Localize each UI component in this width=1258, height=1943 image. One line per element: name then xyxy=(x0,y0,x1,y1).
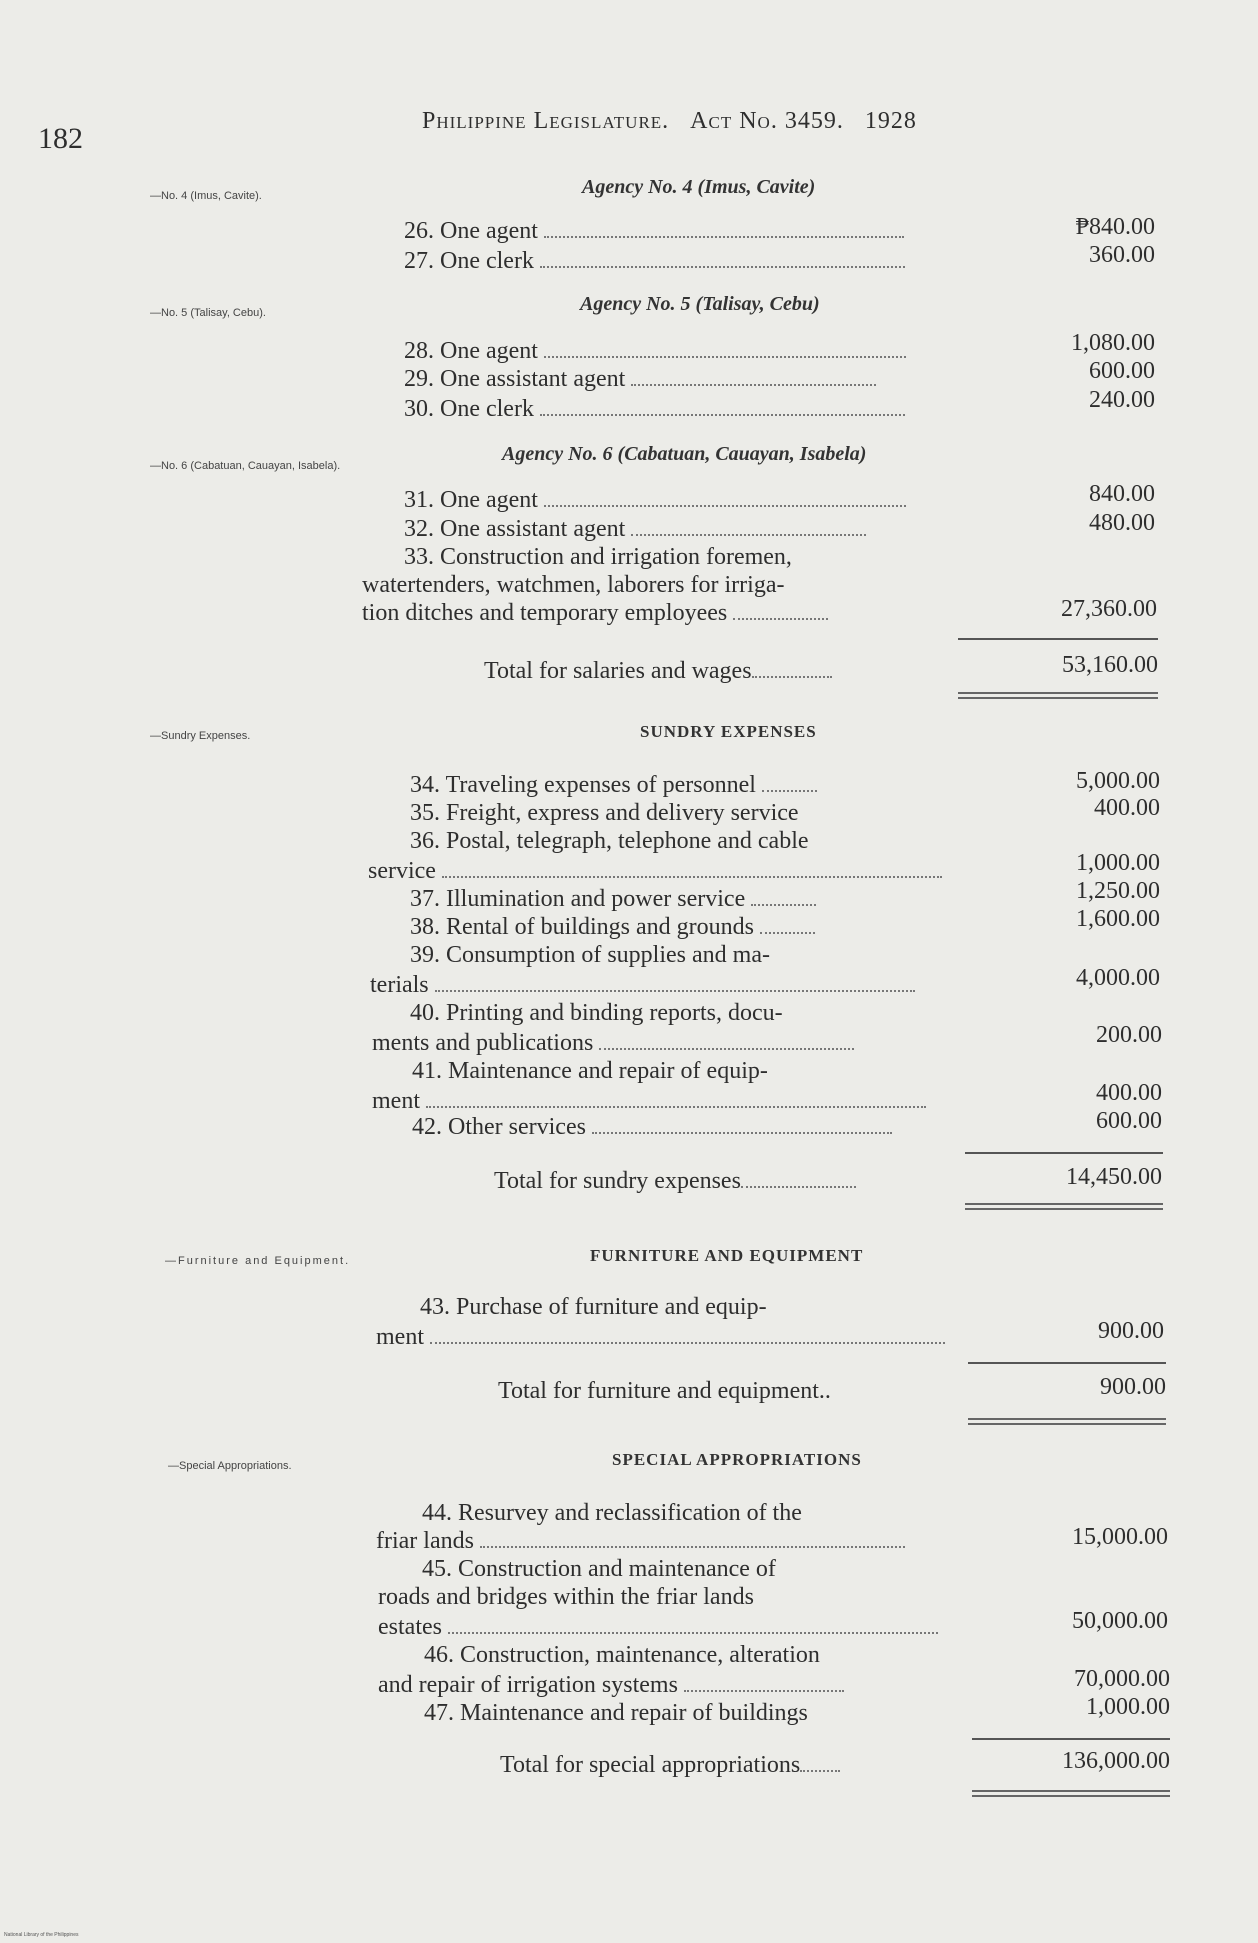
item-33-line1: 33. Construction and irrigation foremen, xyxy=(404,544,792,570)
item-35: 35. Freight, express and delivery service xyxy=(410,800,799,826)
item-41-line1: 41. Maintenance and repair of equip- xyxy=(412,1058,768,1084)
amount-35: 400.00 xyxy=(1094,795,1160,821)
margin-note-agency-4: —No. 4 (Imus, Cavite). xyxy=(150,190,262,202)
total-double-rule xyxy=(958,692,1158,699)
amount-39: 4,000.00 xyxy=(1076,965,1160,991)
amount-34: 5,000.00 xyxy=(1076,768,1160,794)
item-39-line1: 39. Consumption of supplies and ma- xyxy=(410,942,770,968)
footer-watermark: National Library of the Philippines xyxy=(4,1932,79,1938)
amount-27: 360.00 xyxy=(1089,242,1155,268)
item-41-line2: ment xyxy=(372,1088,926,1115)
agency-4-heading: Agency No. 4 (Imus, Cavite) xyxy=(582,176,816,198)
amount-26: ₱840.00 xyxy=(1075,214,1155,240)
item-45-line3: estates xyxy=(378,1614,938,1641)
margin-note-special: —Special Appropriations. xyxy=(168,1460,292,1472)
item-42: 42. Other services xyxy=(412,1114,892,1141)
item-30: 30. One clerk xyxy=(404,396,905,423)
furniture-subtotal-rule xyxy=(968,1362,1166,1364)
furniture-heading: FURNITURE AND EQUIPMENT xyxy=(590,1246,864,1265)
margin-note-furniture: —Furniture and Equipment. xyxy=(165,1255,351,1267)
amount-42: 600.00 xyxy=(1096,1108,1162,1134)
amount-31: 840.00 xyxy=(1089,481,1155,507)
item-43-line2: ment xyxy=(376,1324,945,1351)
sundry-total-amount: 14,450.00 xyxy=(1066,1164,1162,1190)
special-double-rule xyxy=(972,1790,1170,1797)
item-33-line3: tion ditches and temporary employees xyxy=(362,600,828,627)
item-34: 34. Traveling expenses of personnel xyxy=(410,772,817,799)
header-legislature: Philippine Legislature. xyxy=(422,108,670,134)
item-31: 31. One agent xyxy=(404,487,906,514)
amount-41: 400.00 xyxy=(1096,1080,1162,1106)
amount-43: 900.00 xyxy=(1098,1318,1164,1344)
special-heading: SPECIAL APPROPRIATIONS xyxy=(612,1450,862,1469)
amount-44: 15,000.00 xyxy=(1072,1524,1168,1550)
furniture-total-amount: 900.00 xyxy=(1100,1374,1166,1400)
item-36-line1: 36. Postal, telegraph, telephone and cable xyxy=(410,828,809,854)
special-subtotal-rule xyxy=(972,1738,1170,1740)
item-45-line1: 45. Construction and maintenance of xyxy=(422,1556,776,1582)
item-46-line1: 46. Construction, maintenance, alteration xyxy=(424,1642,820,1668)
page-number: 182 xyxy=(38,122,83,155)
item-47: 47. Maintenance and repair of buildings xyxy=(424,1700,808,1726)
item-27: 27. One clerk xyxy=(404,248,905,275)
item-38: 38. Rental of buildings and grounds xyxy=(410,914,815,941)
amount-37: 1,250.00 xyxy=(1076,878,1160,904)
amount-32: 480.00 xyxy=(1089,510,1155,536)
item-33-line2: watertenders, watchmen, laborers for irriga- xyxy=(362,572,785,598)
item-44-line2: friar lands xyxy=(376,1528,905,1555)
amount-28: 1,080.00 xyxy=(1071,330,1155,356)
item-36-line2: service xyxy=(368,858,942,885)
item-43-line1: 43. Purchase of furniture and equip- xyxy=(420,1294,767,1320)
item-26: 26. One agent xyxy=(404,218,904,245)
item-37: 37. Illumination and power service xyxy=(410,886,816,913)
sundry-subtotal-rule xyxy=(965,1152,1163,1154)
item-44-line1: 44. Resurvey and reclassification of the xyxy=(422,1500,802,1526)
sundry-heading: SUNDRY EXPENSES xyxy=(640,722,817,741)
item-46-line2: and repair of irrigation systems xyxy=(378,1672,844,1699)
margin-note-sundry: —Sundry Expenses. xyxy=(150,730,251,742)
running-header xyxy=(422,108,917,135)
amount-33: 27,360.00 xyxy=(1061,596,1157,622)
item-29: 29. One assistant agent xyxy=(404,366,876,393)
furniture-double-rule xyxy=(968,1418,1166,1425)
amount-29: 600.00 xyxy=(1089,358,1155,384)
special-total-label: Total for special appropriations xyxy=(500,1752,840,1779)
amount-38: 1,600.00 xyxy=(1076,906,1160,932)
agency-5-heading: Agency No. 5 (Talisay, Cebu) xyxy=(580,293,820,315)
amount-36: 1,000.00 xyxy=(1076,850,1160,876)
item-32: 32. One assistant agent xyxy=(404,516,866,543)
header-act: Act No. 3459. xyxy=(690,108,844,134)
item-45-line2: roads and bridges within the friar lands xyxy=(378,1584,754,1610)
item-39-line2: terials xyxy=(370,972,915,999)
margin-note-agency-6: —No. 6 (Cabatuan, Cauayan, Isabela). xyxy=(150,460,341,472)
header-year: 1928 xyxy=(864,108,917,134)
item-28: 28. One agent xyxy=(404,338,906,365)
special-total-amount: 136,000.00 xyxy=(1062,1748,1170,1774)
subtotal-rule xyxy=(958,638,1158,640)
sundry-double-rule xyxy=(965,1203,1163,1210)
furniture-total-label: Total for furniture and equipment.. xyxy=(498,1378,831,1404)
margin-note-agency-5: —No. 5 (Talisay, Cebu). xyxy=(150,307,266,319)
amount-30: 240.00 xyxy=(1089,387,1155,413)
amount-40: 200.00 xyxy=(1096,1022,1162,1048)
item-40-line1: 40. Printing and binding reports, docu- xyxy=(410,1000,783,1026)
salaries-total-amount: 53,160.00 xyxy=(1062,652,1158,678)
amount-46: 70,000.00 xyxy=(1074,1666,1170,1692)
amount-45: 50,000.00 xyxy=(1072,1608,1168,1634)
agency-6-heading: Agency No. 6 (Cabatuan, Cauayan, Isabela) xyxy=(502,443,867,465)
sundry-total-label: Total for sundry expenses xyxy=(494,1168,856,1195)
amount-47: 1,000.00 xyxy=(1086,1694,1170,1720)
salaries-total-label: Total for salaries and wages xyxy=(484,658,832,685)
item-40-line2: ments and publications xyxy=(372,1030,854,1057)
